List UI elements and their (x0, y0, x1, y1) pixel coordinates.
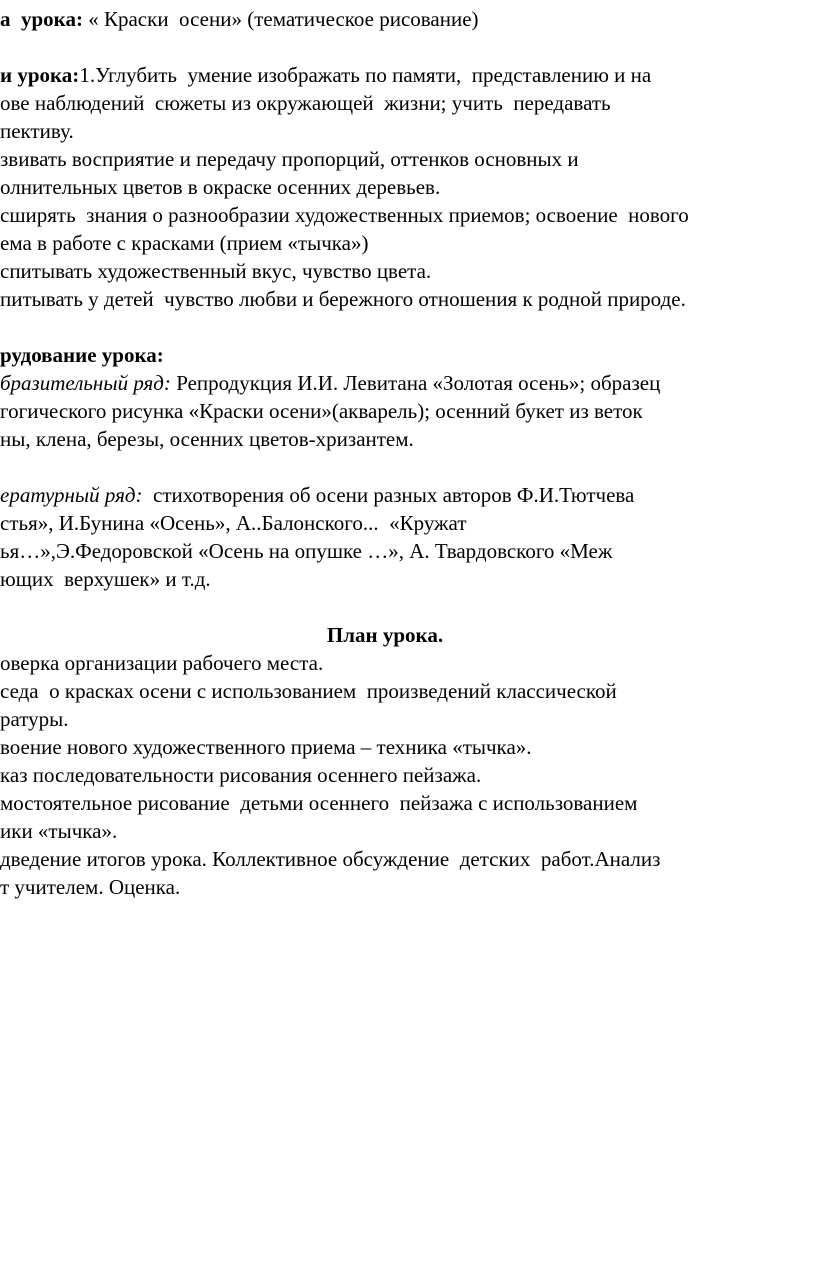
literary-line-4: ющих верхушек» и т.д. (0, 567, 211, 591)
plan-line-1: оверка организации рабочего места. (0, 651, 324, 675)
topic-label: а урока: (0, 7, 83, 31)
literary-line-2: стья», И.Бунина «Осень», А..Балонского... «Кружат (0, 511, 467, 535)
literary-line-1 (0, 482, 634, 508)
goals-line-8: спитывать художественный вкус, чувство цвета. (0, 259, 432, 283)
goals-line-7: ема в работе с красками (прием «тычка») (0, 231, 369, 255)
plan-line-7: ики «тычка». (0, 819, 118, 843)
plan-line-4: воение нового художественного приема – техника «тычка». (0, 735, 532, 759)
goals-line-4: звивать восприятие и передачу пропорций, оттенков основных и (0, 147, 579, 171)
visual-line-2: гогического рисунка «Краски осени»(акварель); осенний букет из веток (0, 399, 643, 423)
plan-line-6: мостоятельное рисование детьми осеннего пейзажа с использованием (0, 791, 638, 815)
goals-line-2: ове наблюдений сюжеты из окружающей жизни; учить передавать (0, 91, 611, 115)
visual-text-1: Репродукция И.И. Левитана «Золотая осень»; образец (170, 371, 661, 395)
plan-line-9: т учителем. Оценка. (0, 875, 181, 899)
plan-line-2: седа о красках осени с использованием произведений классической (0, 679, 617, 703)
goals-line-6: сширять знания о разнообразии художественных приемов; освоение нового (0, 203, 689, 227)
visual-line-3: ны, клена, березы, осенних цветов-хризантем. (0, 427, 414, 451)
plan-line-8: дведение итогов урока. Коллективное обсуждение детских работ.Анализ (0, 847, 661, 871)
goals-line-5: олнительных цветов в окраске осенних деревьев. (0, 175, 441, 199)
visual-label: бразительный ряд: (0, 371, 171, 395)
topic-line (0, 6, 479, 32)
plan-line-5: каз последовательности рисования осеннего пейзажа. (0, 763, 482, 787)
literary-label: ературный ряд: (0, 483, 143, 507)
goals-label: и урока: (0, 63, 80, 87)
goals-line-9: питывать у детей чувство любви и бережного отношения к родной природе. (0, 287, 686, 311)
visual-line-1 (0, 370, 660, 396)
literary-line-3: ья…»,Э.Федоровской «Осень на опушке …», А. Твардовского «Меж (0, 539, 613, 563)
goals-text-1: 1.Углубить умение изображать по памяти, представлению и на (79, 63, 652, 87)
topic-text: « Краски осени» (тематическое рисование) (82, 7, 479, 31)
literary-text-1: стихотворения об осени разных авторов Ф.И.Тютчева (142, 483, 635, 507)
goals-line-1 (0, 62, 651, 88)
goals-line-3: пективу. (0, 119, 74, 143)
plan-title: План урока. (326, 623, 444, 647)
equipment-heading: рудование урока: (0, 343, 164, 367)
plan-line-3: ратуры. (0, 707, 69, 731)
